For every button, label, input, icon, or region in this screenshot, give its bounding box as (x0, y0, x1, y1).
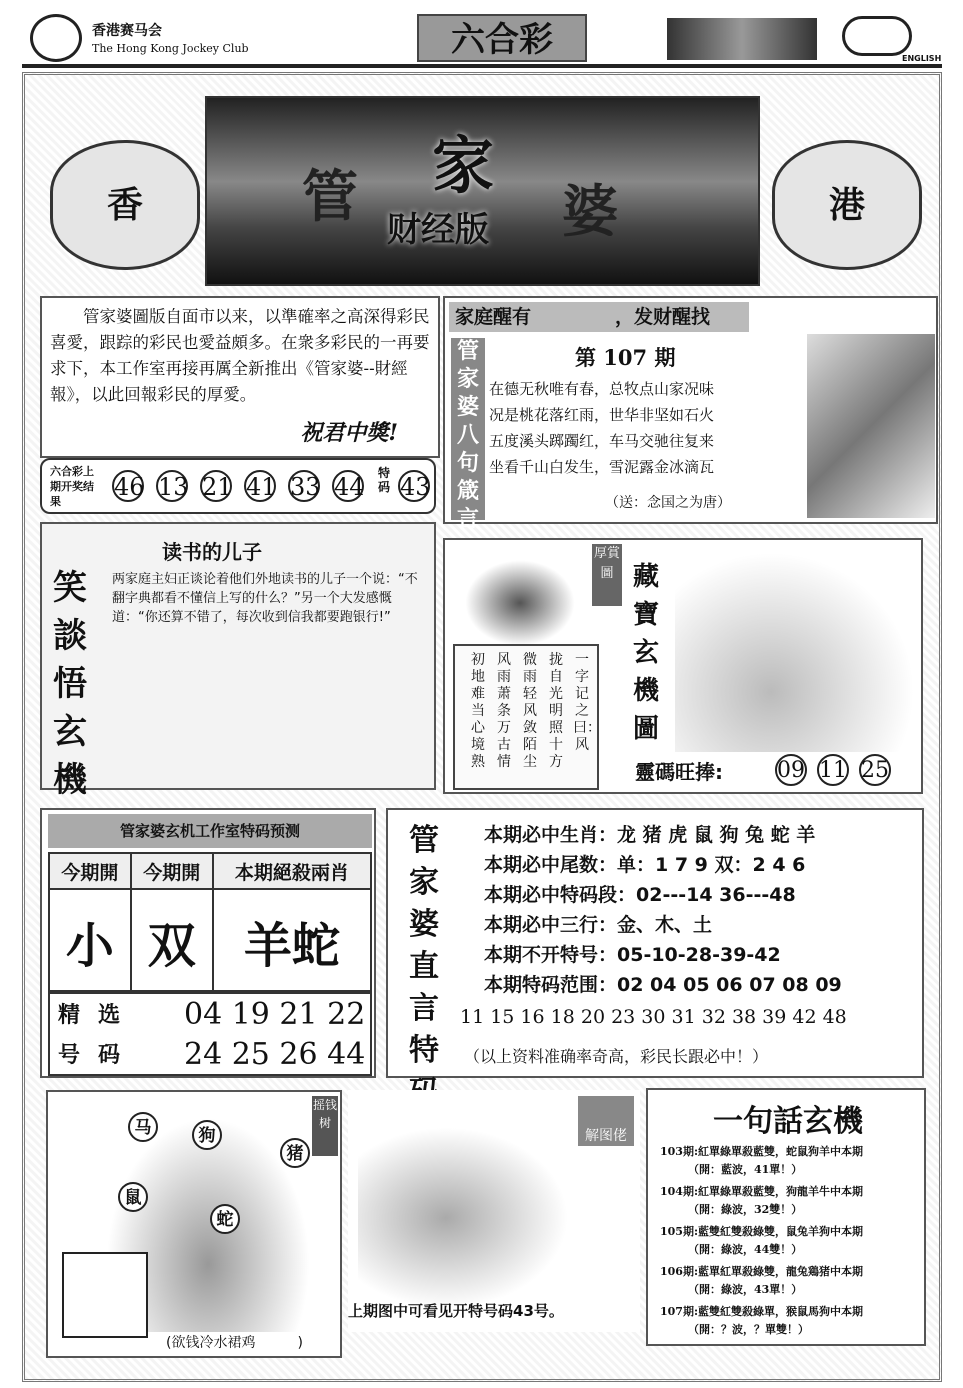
special-ball: 43 (398, 470, 430, 502)
prediction-parity: 双 (131, 889, 213, 993)
zodiac-fruit: 狗 (192, 1120, 222, 1150)
result-ball: 33 (288, 470, 320, 502)
oneword-line: 105期:藍雙紅雙殺綠雙，鼠兔羊狗中本期 (660, 1225, 864, 1238)
joke-section (40, 522, 436, 800)
prediction-section (40, 808, 376, 1078)
oneword-line: 107期:藍雙紅雙殺綠單，猴鼠馬狗中本期 (660, 1305, 864, 1318)
selected-numbers (48, 990, 372, 1076)
banner-title-po: 婆 (562, 179, 618, 245)
oneword-section (646, 1088, 926, 1346)
intro-section (40, 296, 440, 458)
banner-title-jia: 家 (432, 129, 495, 202)
game-title: 六合彩 (417, 14, 587, 62)
intro-wish: 祝君中獎! (300, 420, 398, 446)
lantern-right: 港 (772, 140, 922, 270)
zodiac-fruit: 蛇 (210, 1204, 240, 1234)
treasure-tag: 厚賞圖 (592, 544, 622, 606)
figure-picture (358, 1120, 578, 1316)
jockey-club-logo-icon (30, 14, 82, 62)
selected-row: 04 19 21 22 (184, 997, 366, 1032)
scroll (453, 644, 599, 790)
col-header: 今期開 (131, 853, 213, 889)
prediction-table (48, 852, 372, 994)
direct-numbers: 11 15 16 18 20 23 30 31 32 38 39 42 48 (460, 1006, 847, 1028)
prediction-size: 小 (49, 889, 131, 993)
oneword-line: 104期:紅單綠單殺藍雙，狗龍羊牛中本期 (660, 1185, 864, 1198)
joke-text: 两家庭主妇正谈论着他们外地读书的儿子一个说：“不翻字典都看不懂信上写的什么？”另一个大发感慨道：“你还算不错了，每次收到信我都要跑银行!” (112, 572, 418, 625)
poem-lines (489, 376, 809, 480)
picture-tag: 解图佬 (578, 1096, 634, 1146)
blank-box (62, 1252, 148, 1338)
poem-send: （送：念国之为唐） (605, 495, 731, 511)
col-header: 本期絕殺兩肖 (213, 853, 371, 889)
direct-row: 本期必中特码段：02---14 36---48 (484, 884, 796, 906)
direct-row: 本期特码范围：02 04 05 06 07 08 09 (484, 974, 842, 996)
picture-caption: 上期图中可看见开特号码43号。 (348, 1302, 564, 1320)
poem-line: 坐看千山白发生，雪泥露金冰滴瓦 (489, 458, 715, 476)
money-tree-section (46, 1090, 342, 1358)
scroll-col: 风雨萧条万古情 (497, 652, 511, 770)
banner (205, 96, 760, 286)
banner-title-guan: 管 (302, 164, 358, 230)
tree-caption: (欲钱冷水裙鸡 ) (166, 1335, 303, 1351)
oneword-line: （開：綠波，44雙！） (688, 1243, 803, 1256)
results-label: 六合彩上期开奖结果 (50, 465, 94, 508)
lucky-label: 靈碼旺捧: (635, 760, 723, 784)
picture-section (348, 1090, 640, 1332)
poem-line: 在德无秋唯有春，总牧点山家况味 (489, 380, 715, 398)
scroll-col: 初地难当心境熟 (471, 652, 485, 770)
result-ball: 44 (332, 470, 364, 502)
org-name-cn: 香港赛马会 (92, 23, 162, 39)
oneword-line: 106期:藍單紅單殺綠雙，龍兔鶏猪中本期 (660, 1265, 864, 1278)
scroll-col: 一字记之曰：风 (573, 652, 601, 753)
prediction-killed-zodiac: 羊蛇 (213, 889, 371, 993)
treasure-section (443, 538, 923, 794)
scroll-col: 拢自光明照十方 (549, 652, 563, 770)
zodiac-fruit: 猪 (280, 1138, 310, 1168)
scroll-col: 微雨轻风敛陌尘 (523, 652, 537, 770)
poem-line: 五度溪头踯躅红，车马交驰往复来 (489, 432, 715, 450)
banner-subtitle: 财经版 (387, 210, 489, 250)
selected-label: 精选号码 (58, 1003, 139, 1068)
scholar-picture (675, 552, 915, 752)
last-draw-results (40, 458, 436, 514)
issue-number: 第 107 期 (575, 345, 676, 370)
lucky-ball: 09 (775, 754, 807, 786)
lucky-ball: 25 (859, 754, 891, 786)
direct-side-title: 管家婆直言特 (409, 823, 439, 1068)
org-name-en: The Hong Kong Jockey Club (92, 42, 249, 55)
joke-side-title: 笑談悟玄機 (53, 568, 87, 800)
result-ball: 21 (200, 470, 232, 502)
oneword-header: 一句話玄機 (713, 1104, 863, 1139)
english-link[interactable]: ENGLISH (902, 54, 942, 63)
direct-row: 本期不开特号：05-10-28-39-42 (484, 944, 781, 966)
joke-title: 读书的儿子 (162, 540, 262, 564)
treasure-title: 藏寶玄機圖 (633, 562, 660, 744)
landscape-picture (807, 334, 935, 518)
zodiac-fruit: 鼠 (118, 1182, 148, 1212)
oneword-line: （開：綠波，32雙！） (688, 1203, 803, 1216)
oneword-line: （開：綠波，43單！） (688, 1283, 803, 1296)
tree-tag: 摇钱树 (312, 1096, 338, 1156)
col-header: 今期開 (49, 853, 131, 889)
direct-note: （以上资料准确率奇高，彩民长跟必中！） (464, 1047, 769, 1066)
poem-line: 况是桃花落红雨，世华非坚如石火 (489, 406, 715, 424)
direct-row: 本期必中三行：金、木、土 (484, 914, 713, 936)
poem-header-2: ，发财醒找 (615, 306, 711, 328)
horses-icon (667, 18, 817, 60)
result-ball: 46 (112, 470, 144, 502)
selected-row: 24 25 26 44 (184, 1037, 366, 1072)
zodiac-fruit: 马 (128, 1112, 158, 1142)
poem-header: 家庭醒有 (449, 302, 749, 332)
oneword-line: （開：？波，？單雙！） (688, 1323, 809, 1336)
horse-rider-icon (465, 560, 575, 646)
oneword-line: （開：藍波，41單！） (688, 1163, 803, 1176)
poem-section (443, 296, 938, 532)
header-bar (22, 8, 942, 68)
prediction-header: 管家婆玄机工作室特码预测 (48, 814, 372, 848)
oneword-line: 103期:紅單綠單殺藍雙，蛇鼠狗羊中本期 (660, 1145, 864, 1158)
poem-side-title: 管家婆八句箴言 (451, 338, 485, 520)
direct-row: 本期必中尾数：单：1 7 9 双：2 4 6 (484, 854, 806, 876)
direct-section (386, 808, 924, 1078)
intro-text: 管家婆圖版自面市以来，以準確率之高深得彩民喜愛，跟踪的彩民也愛益頗多。在衆多彩民的一再要求下，本工作室再接再厲全新推出《管家婆--財經報》，以此回報彩民的厚愛。 (50, 307, 430, 404)
special-label: 特码 (378, 466, 391, 494)
result-ball: 41 (244, 470, 276, 502)
lucky-ball: 11 (817, 754, 849, 786)
direct-row: 本期必中生肖：龙 猪 虎 鼠 狗 兔 蛇 羊 (484, 824, 816, 846)
lantern-left: 香 (50, 140, 200, 270)
mark-six-logo-icon (842, 16, 912, 56)
result-ball: 13 (156, 470, 188, 502)
